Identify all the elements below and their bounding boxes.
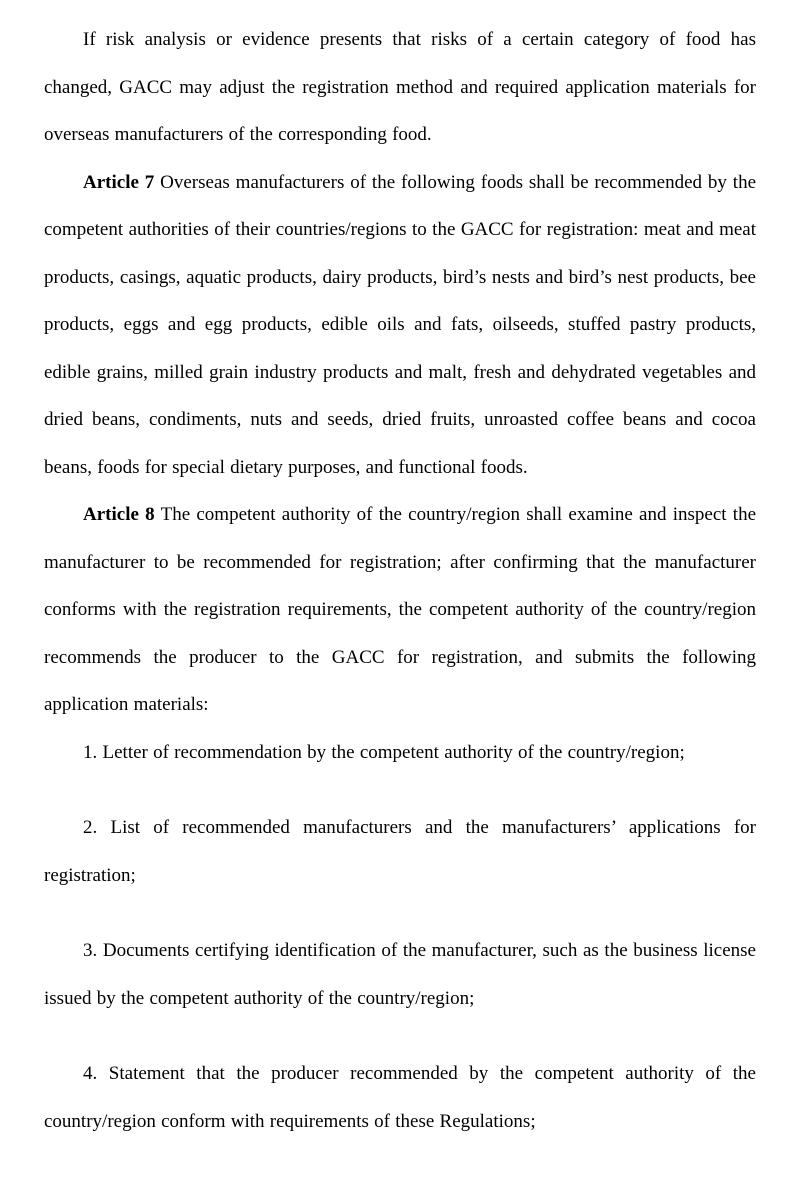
list-item-2: 2. List of recommended manufacturers and the manufacturers’ applications for registration;	[44, 817, 756, 886]
paragraph-intro: If risk analysis or evidence presents that risks of a certain category of food has changed, GACC may adjust the registration method and required application materials for overseas manufacturers of the corresponding food.	[44, 29, 756, 145]
article-8-body: The competent authority of the country/region shall examine and inspect the manufacturer to be recommended for registration; after confirming that the manufacturer conforms with the registration requirements, the competent authority of the country/region recommends the producer to the GACC for registration, and submits the following application materials:	[44, 504, 757, 715]
paragraph-article-7	[44, 159, 756, 492]
list-item-1: 1. Letter of recommendation by the competent authority of the country/region;	[83, 741, 685, 763]
article-7-label: Article 7	[83, 171, 155, 193]
paragraph-article-8	[44, 491, 756, 729]
article-8-label: Article 8	[83, 504, 155, 525]
list-item-3: 3. Documents certifying identification of the manufacturer, such as the business license issued by the competent authority of the country/region;	[44, 940, 756, 1009]
list-item-4: 4. Statement that the producer recommended by the competent authority of the country/region conform with requirements of these Regulations;	[44, 1063, 756, 1132]
article-7-body: Overseas manufacturers of the following foods shall be recommended by the competent authorities of their countries/regions to the GACC for registration: meat and meat products, casings, aquatic products, dairy products, bird’s nests and bird’s nest products, bee products, eggs and egg products, edible oils and fats, oilseeds, stuffed pastry products, edible grains, milled grain industry products and malt, fresh and dehydrated vegetables and dried beans, condiments, nuts and seeds, dried fruits, unroasted coffee beans and cocoa beans, foods for special dietary purposes, and functional foods.	[44, 171, 756, 478]
